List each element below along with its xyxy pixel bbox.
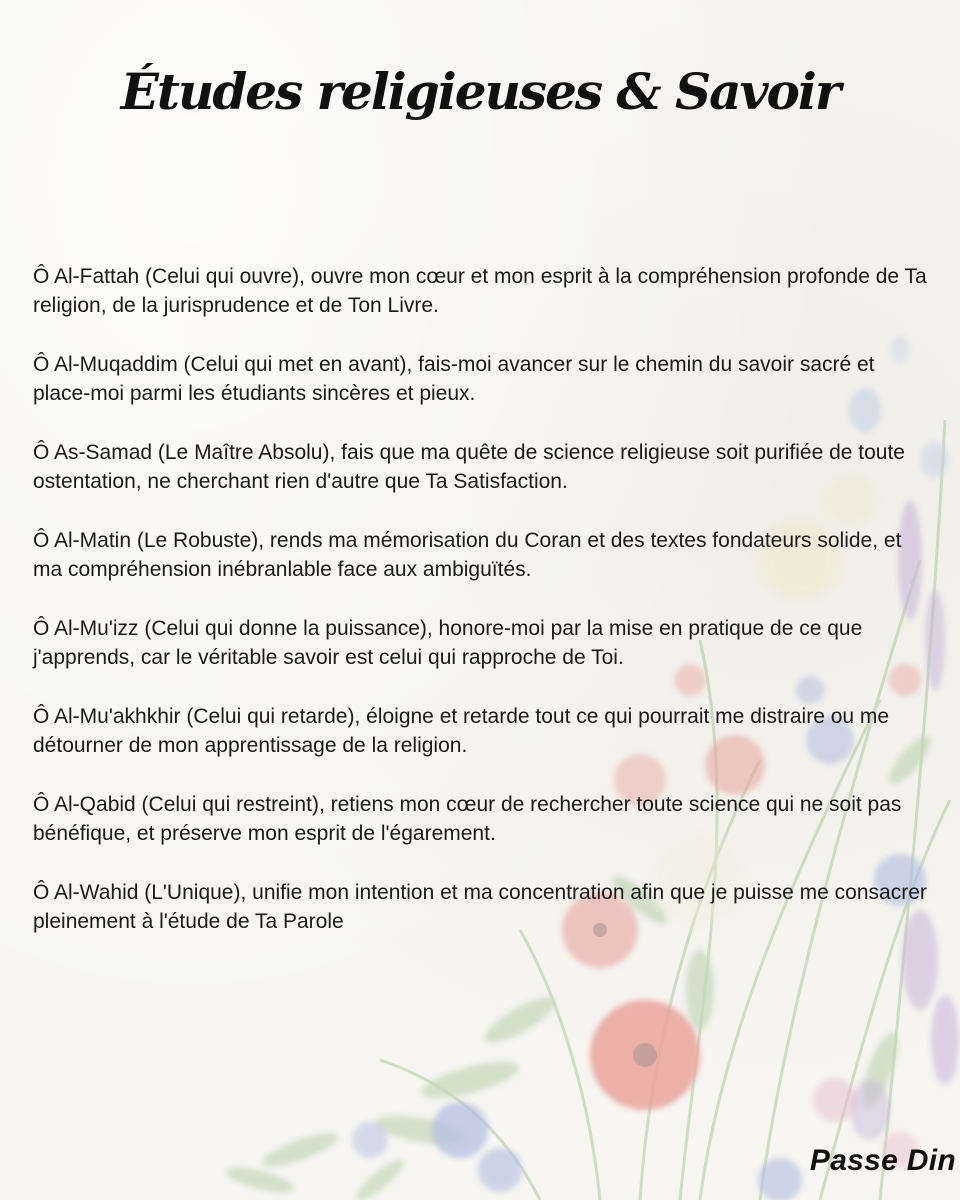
prayer-paragraph: Ô Al-Fattah (Celui qui ouvre), ouvre mon cœur et mon esprit à la compréhension profonde de Ta religion, de la jurisprudence et de Ton Livre.	[33, 265, 927, 317]
prayer-paragraph: Ô As-Samad (Le Maître Absolu), fais que ma quête de science religieuse soit purifiée de toute ostentation, ne cherchant rien d'autre que Ta Satisfaction.	[33, 441, 905, 493]
prayer-paragraph: Ô Al-Matin (Le Robuste), rends ma mémorisation du Coran et des textes fondateurs solide, et ma compréhension inébranlable face aux ambiguïtés.	[33, 529, 902, 581]
prayer-paragraph: Ô Al-Wahid (L'Unique), unifie mon intention et ma concentration afin que je puisse me consacrer pleinement à l'étude de Ta Parole	[33, 881, 927, 933]
page-title: Études religieuses & Savoir	[120, 62, 840, 121]
prayer-paragraph: Ô Al-Mu'akhkhir (Celui qui retarde), éloigne et retarde tout ce qui pourrait me distraire ou me détourner de mon apprentissage de la religion.	[33, 705, 890, 757]
prayer-paragraph: Ô Al-Muqaddim (Celui qui met en avant), fais-moi avancer sur le chemin du savoir sacré et place-moi parmi les étudiants sincères et pieux.	[33, 353, 875, 405]
prayer-paragraph: Ô Al-Qabid (Celui qui restreint), retiens mon cœur de rechercher toute science qui ne soit pas bénéfique, et préserve mon esprit de l'égarement.	[33, 793, 902, 845]
brand-logo: Passe Din	[809, 1144, 956, 1177]
prayer-list	[33, 262, 933, 966]
prayer-paragraph: Ô Al-Mu'izz (Celui qui donne la puissance), honore-moi par la mise en pratique de ce que j'apprends, car le véritable savoir est celui qui rapproche de Toi.	[33, 617, 863, 669]
